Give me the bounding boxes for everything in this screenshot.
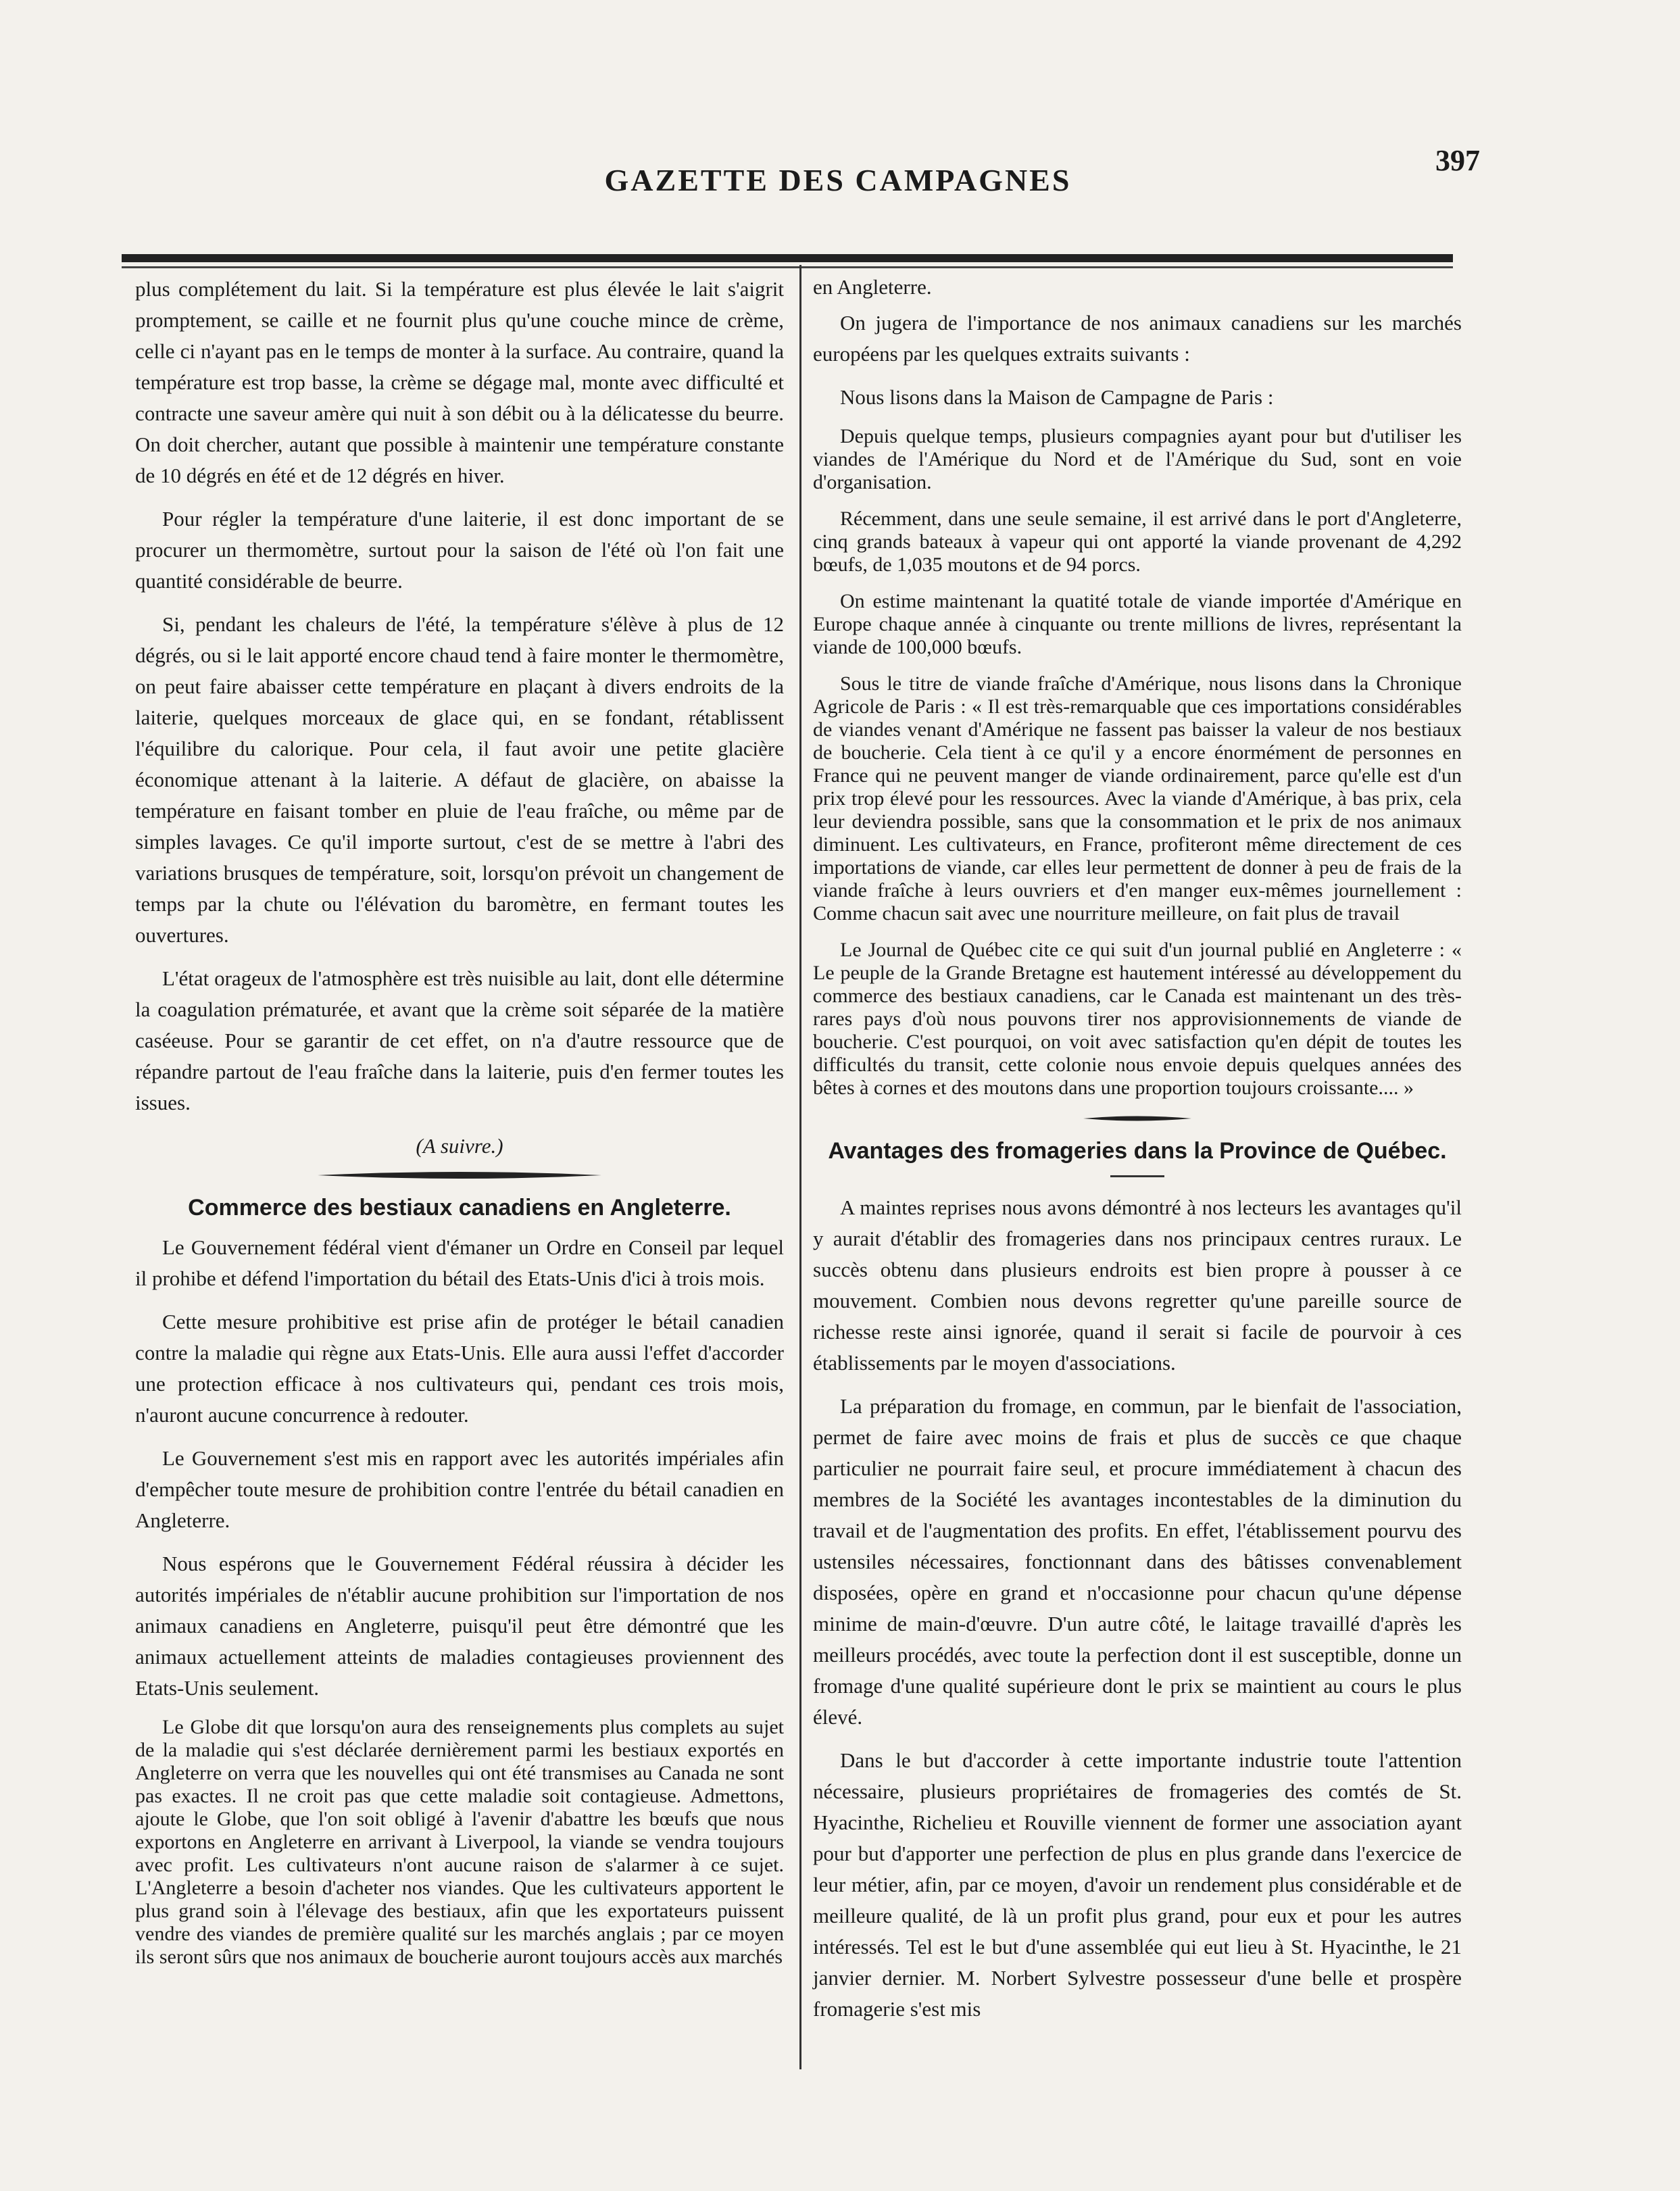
paragraph: Depuis quelque temps, plusieurs compagnies ayant pour but d'utiliser les viandes de l'Amérique du Nord et de l'Amérique du Sud, sont en voie d'organisation. xyxy=(813,425,1462,493)
paragraph: Récemment, dans une seule semaine, il est arrivé dans le port d'Angleterre, cinq grands bateaux à vapeur qui ont apporté la viande provenant de 4,292 bœufs, de 1,035 moutons et de 94 porcs. xyxy=(813,508,1462,576)
ornament-rule-icon xyxy=(318,1170,601,1181)
to-be-continued: (A suivre.) xyxy=(416,1134,503,1158)
paragraph: Pour régler la température d'une laiterie, il est donc important de se procurer un thermomètre, surtout pour la saison de l'été où l'on fait une quantité considérable de beurre. xyxy=(135,507,784,593)
paragraph: Nous espérons que le Gouvernement Fédéral réussira à décider les autorités impériales de n'établir aucune prohibition sur l'importation de nos animaux canadiens en Angleterre, puisqu'il peut être démontré que les animaux actuellement atteints de maladies contagieuses proviennent des Etats-Unis seulement. xyxy=(135,1552,784,1700)
article-heading: Avantages des fromageries dans la Province de Québec. xyxy=(828,1138,1447,1164)
paragraph: Sous le titre de viande fraîche d'Amérique, nous lisons dans la Chronique Agricole de Paris : « Il est très-remarquable que ces importations considérables de viandes venant d'Amérique ne fassent pas baisser la valeur de nos bestiaux de boucherie. Cela tient à ce qu'il y a encore énormément de personnes en France qui ne peuvent manger de viande ordinairement, parce qu'elle est d'un prix trop élevé pour les ressources. Avec la viande d'Amérique, à bas prix, cela leur deviendra possible, sans que la consommation et le prix de nos animaux diminuent. Les cultivateurs, en France, profiteront même directement de ces importations de viande, car elles leur permettent de donner à peu de frais de la viande fraîche à leurs ouvriers et d'en manger eux-mêmes journellement : Comme chacun sait avec une nourriture meilleure, on fait plus de travail xyxy=(813,672,1462,925)
header-rule-thick xyxy=(122,254,1453,262)
right-column xyxy=(813,274,1462,2037)
paragraph: On estime maintenant la quatité totale de viande importée d'Amérique en Europe chaque année à cinquante ou trente millions de livres, représentant la viande de 100,000 bœufs. xyxy=(813,590,1462,658)
paragraph: plus complétement du lait. Si la température est plus élevée le lait s'aigrit promptement, se caille et ne fournit plus qu'une couche mince de crème, celle ci n'ayant pas en le temps de monter à la surface. Au contraire, quand la température est trop basse, la crème se dégage mal, monte avec difficulté et contracte une saveur amère qui nuit à son débit ou à la délicatesse du beurre. On doit chercher, autant que possible à maintenir une température constante de 10 dégrés en été et de 12 dégrés en hiver. xyxy=(135,277,784,487)
header-rule-thin xyxy=(122,266,1453,268)
ornament-rule-icon xyxy=(1083,1113,1191,1124)
column-divider xyxy=(799,265,801,2069)
paragraph: Le Globe dit que lorsqu'on aura des renseignements plus complets au sujet de la maladie qui s'est déclarée dernièrement parmi les bestiaux exportés en Angleterre on verra que les nouvelles qui ont été transmises au Canada ne sont pas exactes. Il ne croit pas que cette maladie soit contagieuse. Admettons, ajoute le Globe, que l'on soit obligé à l'avenir d'abattre les bœufs que nous exportons en Angleterre en arrivant à Liverpool, la viande se vendra toujours avec profit. Les cultivateurs n'ont aucune raison de s'alarmer à ce sujet. L'Angleterre a besoin d'acheter nos viandes. Que les cultivateurs apportent le plus grand soin à l'élevage des bestiaux, afin que les exportateurs puissent vendre des viandes de première qualité sur les marchés anglais ; par ce moyen ils seront sûrs que nos animaux de boucherie auront toujours accès aux marchés xyxy=(135,1716,784,1968)
paragraph: Nous lisons dans la Maison de Campagne de Paris : xyxy=(840,385,1274,409)
newspaper-title: GAZETTE DES CAMPAGNES xyxy=(604,163,1072,197)
paragraph: A maintes reprises nous avons démontré à nos lecteurs les avantages qu'il y aurait d'établir des fromageries dans nos principaux centres ruraux. Le succès obtenu dans plusieurs endroits est bien propre à pousser à ce mouvement. Combien nous devons regretter qu'une pareille source de richesse reste ainsi ignorée, quand il serait si facile de pourvoir à ces établissements par le moyen d'associations. xyxy=(813,1196,1462,1375)
left-column xyxy=(135,274,784,1982)
paragraph: Dans le but d'accorder à cette importante industrie toute l'attention nécessaire, plusieurs propriétaires de fromageries des comtés de St. Hyacinthe, Richelieu et Rouville viennent de former une association ayant pour but d'apporter une perfection de plus en plus grande dans l'exercice de leur métier, afin, par ce moyen, d'avoir un rendement plus considérable et de meilleure qualité, de là un profit plus grand, pour eux et pour les autres intéressés. Tel est le but d'une assemblée qui eut lieu à St. Hyacinthe, le 21 janvier dernier. M. Norbert Sylvestre possesseur d'une belle et prospère fromagerie s'est mis xyxy=(813,1748,1462,2021)
paragraph: L'état orageux de l'atmosphère est très nuisible au lait, dont elle détermine la coagulation prématurée, et avant que la crème soit séparée de la matière caséeuse. Pour se garantir de cet effet, on n'a d'autre ressource que de répandre partout de l'eau fraîche dans la laiterie, puis d'en fermer toutes les issues. xyxy=(135,966,784,1114)
paragraph: Si, pendant les chaleurs de l'été, la température s'élève à plus de 12 dégrés, ou si le lait apporté encore chaud tend à faire monter le thermomètre, on peut faire abaisser cette température en plaçant à divers endroits de la laiterie, quelques morceaux de glace qui, en se fondant, rétablissent l'équilibre du calorique. Pour cela, il faut avoir une petite glacière économique attenant à la laiterie. A défaut de glacière, on abaisse la température en faisant tomber en pluie de l'eau fraîche, ou même par de simples lavages. Ce qu'il importe surtout, c'est de se mettre à l'abri des variations brusques de température, soit, lorsqu'on prévoit un changement de temps par la chute ou l'élévation du baromètre, en fermant toutes les ouvertures. xyxy=(135,612,784,947)
paragraph: Le Gouvernement fédéral vient d'émaner un Ordre en Conseil par lequel il prohibe et défend l'importation du bétail des Etats-Unis d'ici à trois mois. xyxy=(135,1235,784,1290)
paragraph: en Angleterre. xyxy=(813,275,932,299)
paragraph: Cette mesure prohibitive est prise afin de protéger le bétail canadien contre la maladie qui règne aux Etats-Unis. Elle aura aussi l'effet d'accorder une protection efficace à nos cultivateurs qui, pendant ces trois mois, n'auront aucune concurrence à redouter. xyxy=(135,1310,784,1427)
page-number: 397 xyxy=(1435,144,1480,177)
article-heading: Commerce des bestiaux canadiens en Angleterre. xyxy=(188,1195,731,1221)
paragraph: Le Journal de Québec cite ce qui suit d'un journal publié en Angleterre : « Le peuple de la Grande Bretagne est hautement intéressé au développement du commerce des bestiaux canadiens, car le Canada est maintenant un des très-rares pays d'où nous pouvons tirer nos approvisionnements de viande de boucherie. C'est pourquoi, on voit avec satisfaction qu'en dépit de toutes les difficultés du transit, cette colonie nous envoie depuis quelques années des bêtes à cornes et des moutons dans une proportion toujours croissante.... » xyxy=(813,939,1462,1099)
paragraph: On jugera de l'importance de nos animaux canadiens sur les marchés européens par les quelques extraits suivants : xyxy=(813,311,1462,366)
heading-underline xyxy=(1110,1175,1164,1177)
paragraph: La préparation du fromage, en commun, par le bienfait de l'association, permet de faire avec moins de frais et plus de succès ce que chaque particulier ne pourrait faire seul, et procure immédiatement à chacun des membres de la Société les avantages incontestables de la diminution du travail et de l'augmentation des profits. En effet, l'établissement pourvu des ustensiles nécessaires, fonctionnant dans des bâtisses convenablement disposées, opère en grand et n'occasionne pour chacun qu'une dépense minime de main-d'œuvre. D'un autre côté, le laitage travaillé d'après les meilleurs procédés, avec toute la perfection dont il est susceptible, donne un fromage d'une qualité supérieure dont le prix se maintient au cours le plus élevé. xyxy=(813,1394,1462,1729)
paragraph: Le Gouvernement s'est mis en rapport avec les autorités impériales afin d'empêcher toute mesure de prohibition contre l'entrée du bétail canadien en Angleterre. xyxy=(135,1446,784,1532)
